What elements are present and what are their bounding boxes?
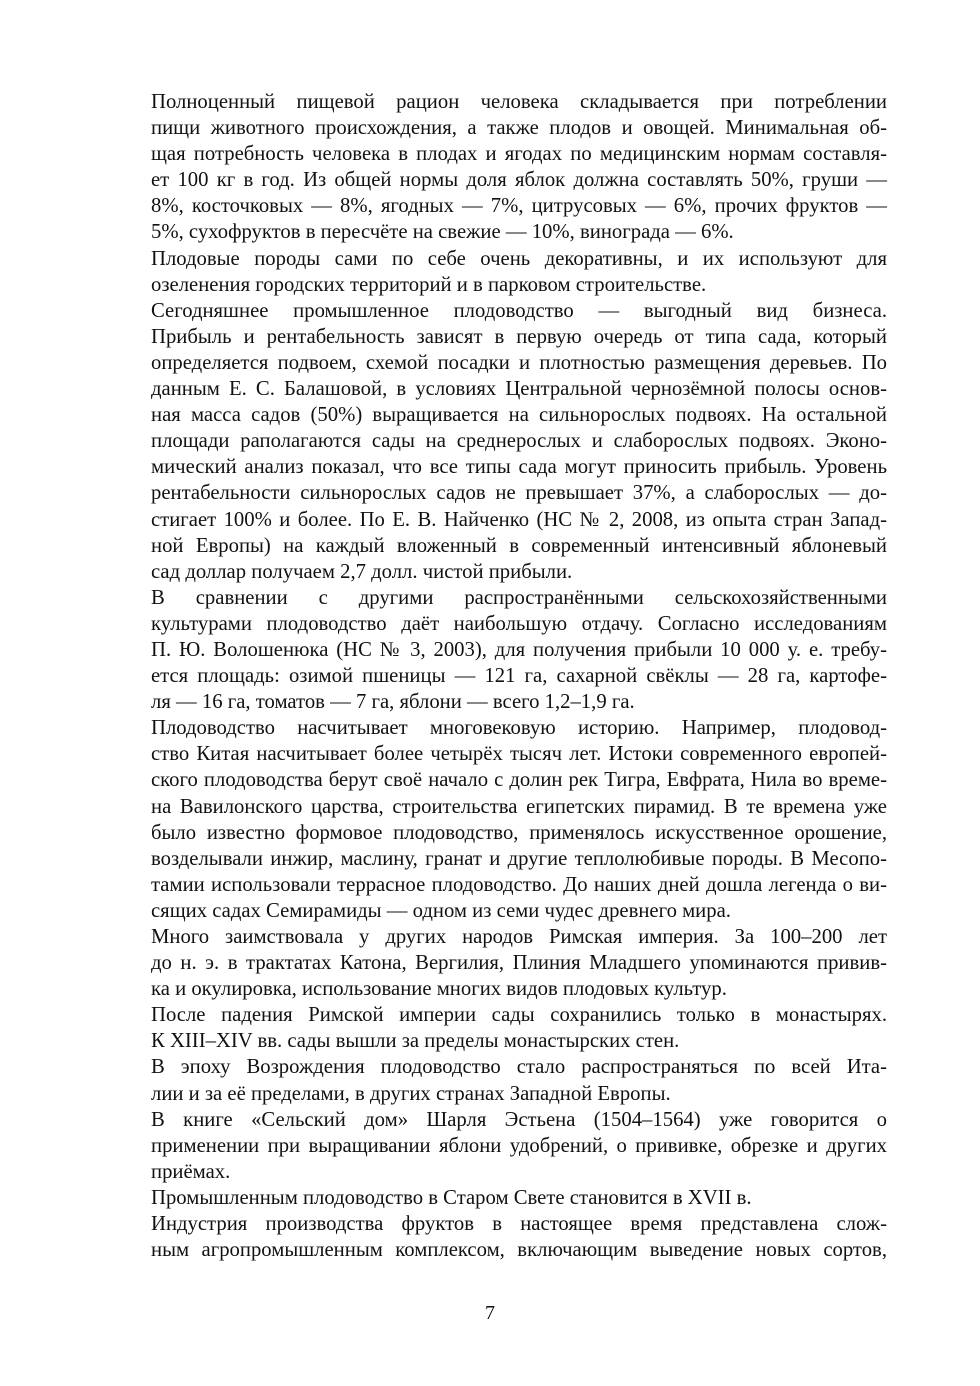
text-line: Индустрия производства фруктов в настоящее время представлена слож- — [151, 1213, 887, 1236]
paragraph-7 — [93, 1002, 887, 1054]
text-line: Плодоводство насчитывает многовековую историю. Например, плодовод- — [151, 717, 887, 740]
text-line: стигает 100% и более. По Е. В. Найченко (НС № 2, 2008, из опыта стран Запад- — [151, 508, 887, 531]
text-line: озеленения городских территорий и в парковом строительстве. — [151, 273, 707, 296]
text-line: ство Китая насчитывает более четырёх тысяч лет. Истоки современного европей- — [151, 743, 887, 766]
paragraph-4 — [93, 585, 887, 715]
page-body — [93, 89, 887, 1263]
paragraph-9 — [93, 1107, 887, 1185]
text-line: культурами плодоводство даёт наибольшую отдачу. Согласно исследованиям — [151, 612, 887, 635]
text-line: сад доллар получаем 2,7 долл. чистой прибыли. — [151, 560, 573, 583]
text-line: Промышленным плодоводство в Старом Свете становится в XVII в. — [151, 1186, 752, 1209]
text-line: В сравнении с другими распространёнными сельскохозяйственными — [151, 586, 887, 609]
text-line: К XIII–XIV вв. сады вышли за пределы монастырских стен. — [151, 1030, 680, 1053]
text-line: В эпоху Возрождения плодоводство стало распространяться по всей Ита- — [151, 1056, 887, 1079]
text-line: тамии использовали террасное плодоводство. До наших дней дошла легенда о ви- — [151, 873, 887, 896]
text-line: ная масса садов (50%) выращивается на сильнорослых подвоях. На остальной — [151, 404, 887, 427]
text-line: Много заимствовала у других народов Римская империя. За 100–200 лет — [151, 926, 887, 948]
paragraph-8 — [93, 1054, 887, 1106]
text-line: Сегодняшнее промышленное плодоводство — выгодный вид бизнеса. — [151, 299, 887, 322]
text-line: 8%, косточковых — 8%, ягодных — 7%, цитрусовых — 6%, прочих фруктов — — [151, 195, 887, 218]
paragraph-10 — [93, 1185, 887, 1211]
text-line: ского плодоводства берут своё начало с долин рек Тигра, Евфрата, Нила во време- — [151, 769, 887, 792]
text-line: пищи животного происхождения, а также плодов и овощей. Минимальная об- — [151, 117, 887, 140]
text-line: применении при выращивании яблони удобрений, о прививке, обрезке и других — [151, 1134, 887, 1157]
text-line: рентабельности сильнорослых садов не превышает 37%, а слаборослых — до- — [151, 482, 887, 505]
paragraph-1 — [93, 89, 887, 246]
text-line: 5%, сухофруктов в пересчёте на свежие — 10%, винограда — 6%. — [151, 221, 734, 244]
text-line: ется площадь: озимой пшеницы — 121 га, сахарной свёклы — 28 га, картофе- — [151, 665, 887, 688]
text-line: было известно формовое плодоводство, применялось искусственное орошение, — [151, 821, 887, 844]
text-line: После падения Римской империи сады сохранились только в монастырях. — [151, 1004, 887, 1027]
text-line: ля — 16 га, томатов — 7 га, яблони — всего 1,2–1,9 га. — [151, 691, 635, 714]
text-line: лии и за её пределами, в других странах Западной Европы. — [151, 1082, 671, 1105]
paragraph-5 — [93, 715, 887, 924]
text-line: сящих садах Семирамиды — одном из семи чудес древнего мира. — [151, 899, 731, 922]
paragraph-6 — [93, 924, 887, 1002]
text-line: ка и окулировка, использование многих видов плодовых культур. — [151, 978, 727, 1001]
text-line: В книге «Сельский дом» Шарля Эстьена (1504–1564) уже говорится о — [151, 1108, 887, 1131]
text-line: на Вавилонского царства, строительства египетских пирамид. В те времена уже — [151, 795, 887, 818]
text-line: Полноценный пищевой рацион человека складывается при потреблении — [151, 91, 887, 113]
paragraph-3 — [93, 298, 887, 585]
page-number: 7 — [485, 1302, 495, 1324]
text-line: данным Е. С. Балашовой, в условиях Центральной чернозёмной полосы основ- — [151, 378, 887, 401]
text-line: возделывали инжир, маслину, гранат и другие теплолюбивые породы. В Месопо- — [151, 847, 887, 870]
text-line: щая потребность человека в плодах и ягодах по медицинским нормам составля- — [151, 143, 887, 166]
paragraph-11 — [93, 1211, 887, 1263]
text-line: Прибыль и рентабельность зависят в первую очередь от типа сада, который — [151, 325, 887, 348]
text-line: ным агропромышленным комплексом, включающим выведение новых сортов, — [151, 1239, 887, 1262]
text-line: Плодовые породы сами по себе очень декоративны, и их используют для — [151, 247, 887, 270]
text-line: до н. э. в трактатах Катона, Вергилия, Плиния Младшего упоминаются привив- — [151, 952, 887, 975]
text-line: ет 100 кг в год. Из общей нормы доля яблок должна составлять 50%, груши — — [151, 169, 887, 192]
text-line: приёмах. — [151, 1160, 231, 1183]
paragraph-2 — [93, 246, 887, 298]
text-line: площади раполагаются сады на среднерослых и слаборослых подвоях. Эконо- — [151, 430, 887, 453]
text-line: мический анализ показал, что все типы сада могут приносить прибыль. Уровень — [151, 456, 887, 479]
text-line: ной Европы) на каждый вложенный в современный интенсивный яблоневый — [151, 534, 887, 557]
text-line: определяется подвоем, схемой посадки и плотностью размещения деревьев. По — [151, 351, 887, 374]
text-line: П. Ю. Волошенюка (НС № 3, 2003), для получения прибыли 10 000 у. е. требу- — [151, 638, 887, 661]
